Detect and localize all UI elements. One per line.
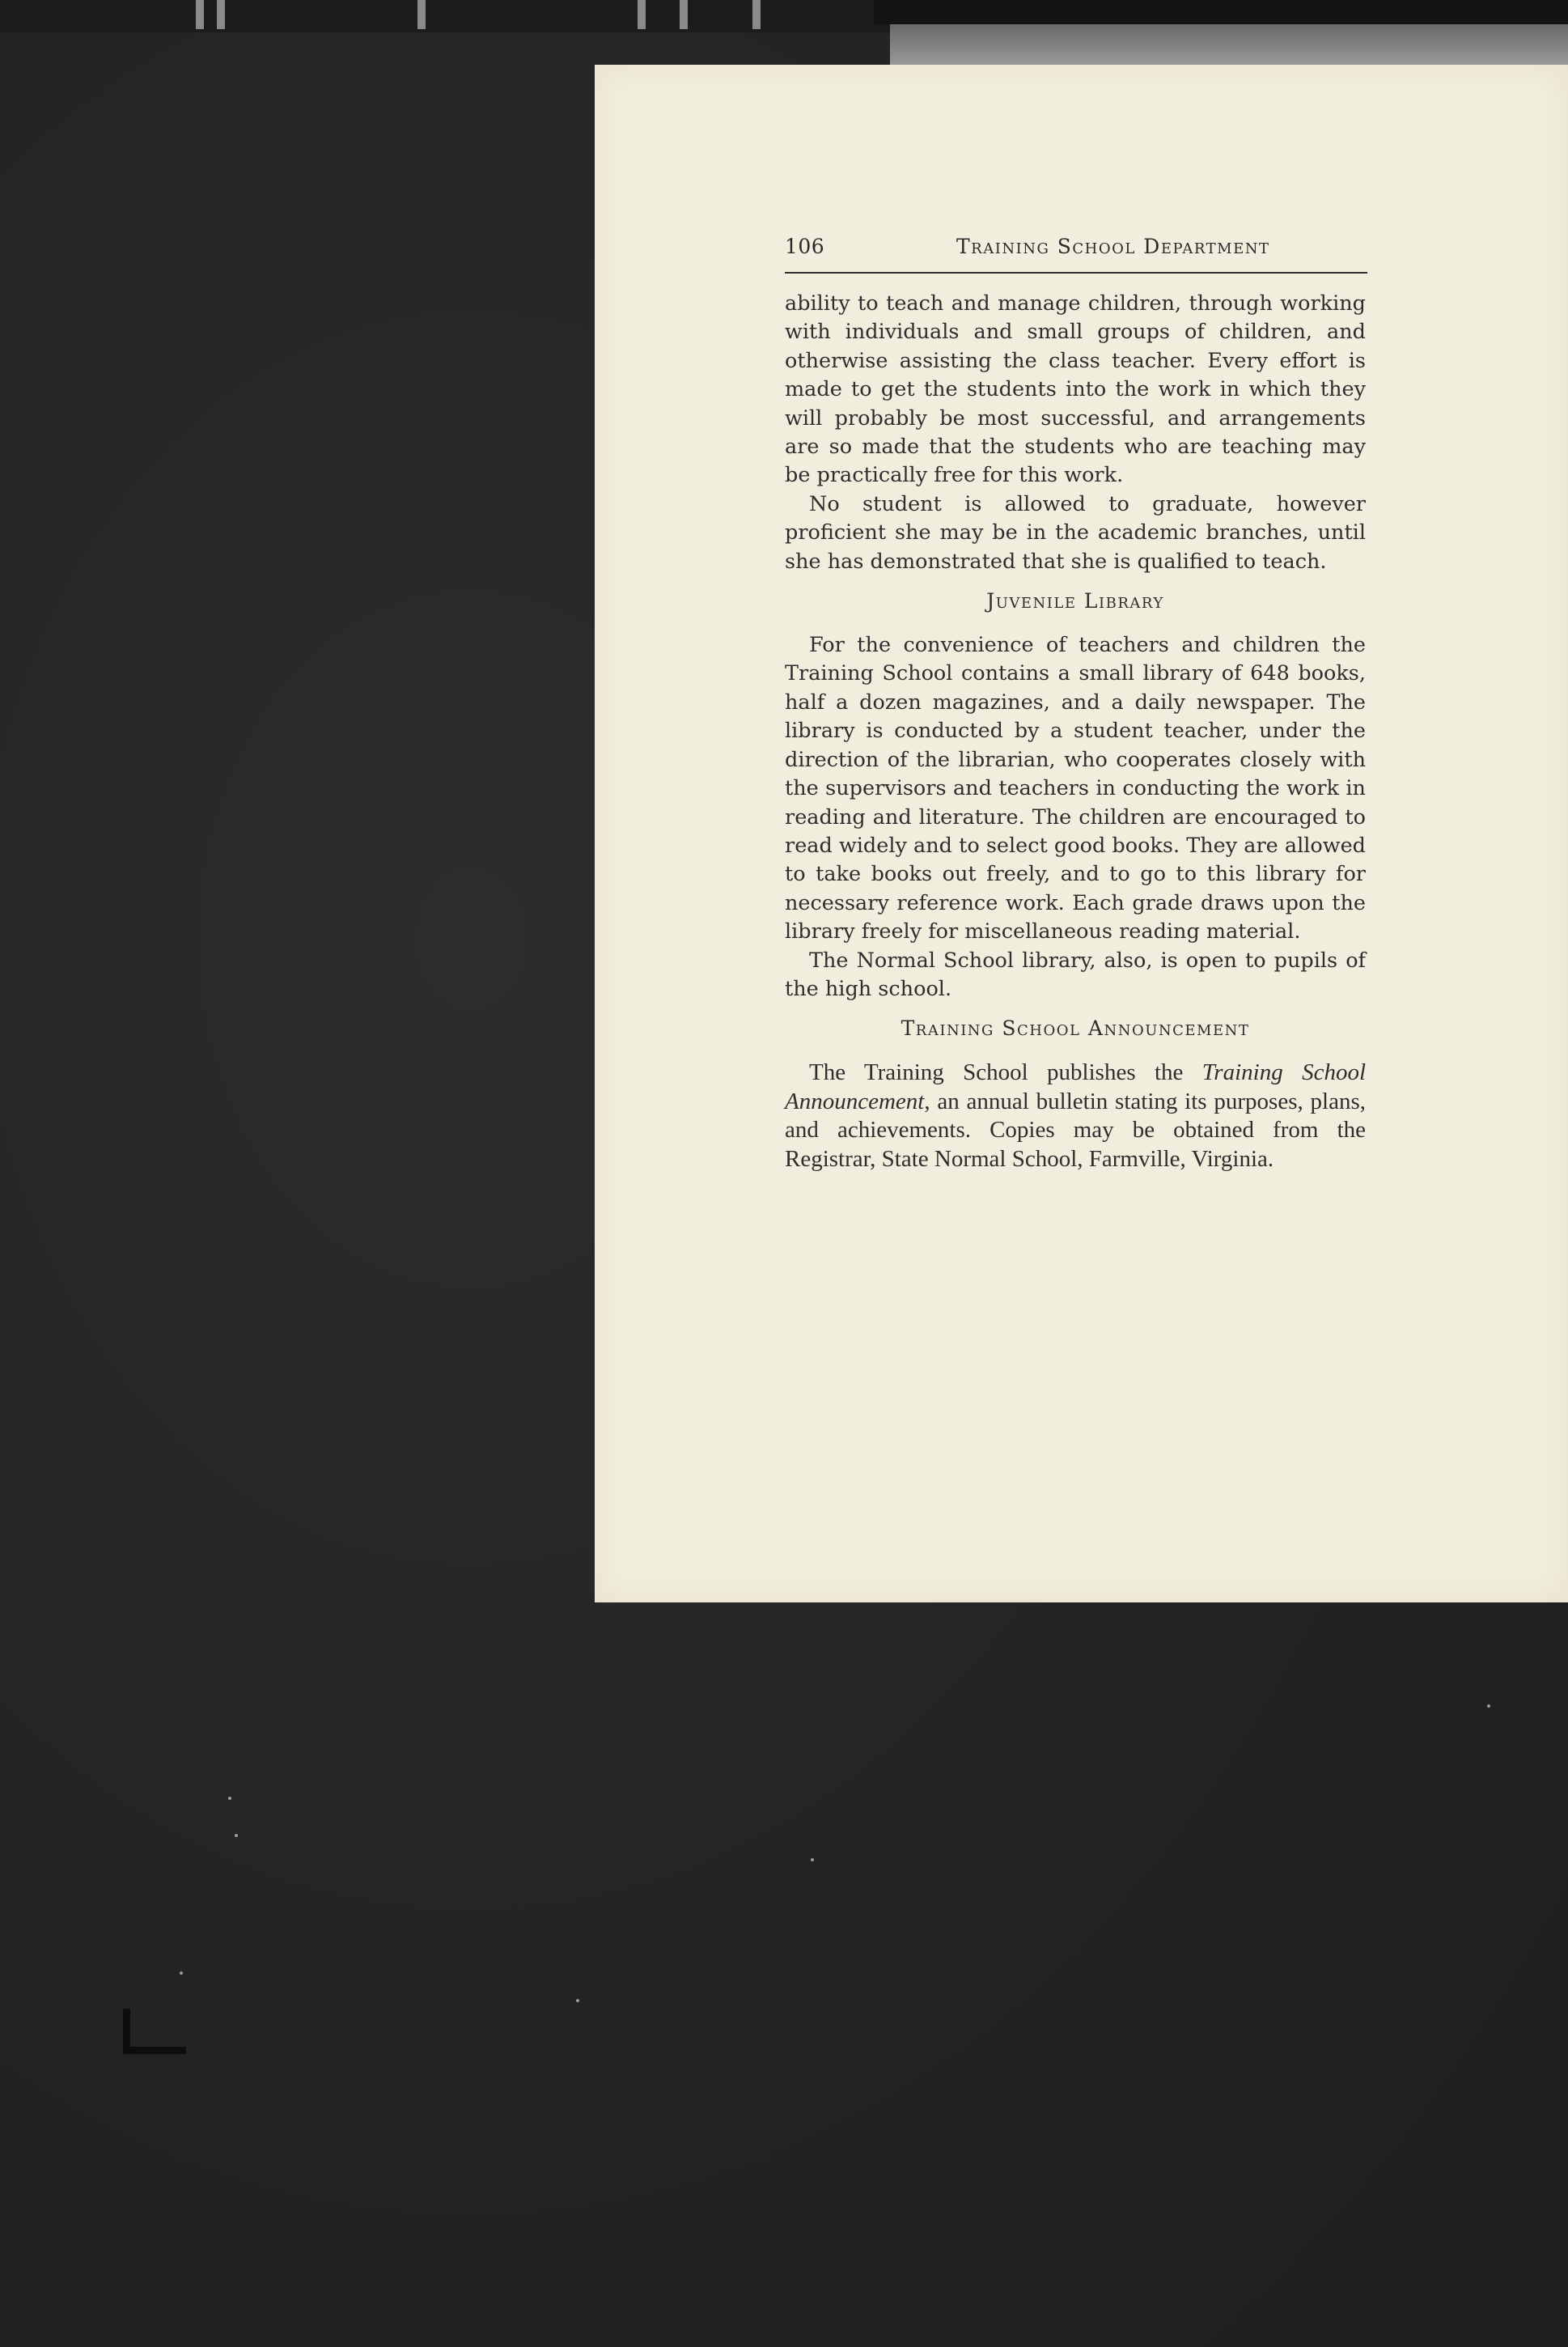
dust-speck <box>235 1834 238 1837</box>
book-page <box>595 65 1568 1602</box>
registration-mark <box>217 0 225 29</box>
section-heading: Training School Announcement <box>901 1016 1250 1041</box>
running-title: Training School Department <box>956 235 1270 258</box>
registration-mark <box>752 0 761 29</box>
page-number: 106 <box>785 235 825 258</box>
registration-mark <box>196 0 204 29</box>
body-paragraph: For the convenience of teachers and children the Training School contains a small library of 648 books, half a dozen magazines, and a daily newspaper. The library is conducted by a student teacher, under the direction of the librarian, who cooperates closely with the supervisors and teachers in conducting the work in reading and literature. The children are encouraged to read widely and to select good books. They are allowed to take books out freely, and to go to this library for necessary reference work. Each grade draws upon the library freely for miscellaneous reading material. <box>785 633 1366 944</box>
body-paragraph <box>785 1059 1366 1174</box>
page-top-shadow <box>890 24 1568 66</box>
body-paragraph: The Normal School library, also, is open to pupils of the high school. <box>785 948 1366 1001</box>
page-body <box>785 290 1366 1174</box>
crop-corner-mark <box>123 2009 186 2054</box>
body-paragraph: ability to teach and manage children, through working with individuals and small groups of children, and otherwise assisting the class teacher. Every effort is made to get the students into the work in which they will probably be most successful, and arrangements are so made that the students who are teaching may be practically free for this work. <box>785 291 1366 488</box>
dust-speck <box>811 1858 814 1861</box>
paragraph-text: , an annual bulletin stating its purposes, plans, and achievements. Copies may be obtained from the Registrar, State Normal School, Farmville, Virginia. <box>785 1088 1366 1172</box>
section-heading: Juvenile Library <box>986 589 1164 613</box>
book-cover-edge <box>874 0 1568 24</box>
registration-mark <box>680 0 688 29</box>
paragraph-text: The Training School publishes the <box>809 1059 1202 1086</box>
dust-speck <box>576 1999 579 2002</box>
dust-speck <box>228 1797 231 1800</box>
dust-speck <box>180 1971 183 1975</box>
registration-mark <box>417 0 426 29</box>
running-head-rule <box>785 230 1367 274</box>
publication-title: Training School Announcement <box>785 1059 1367 1114</box>
dust-speck <box>1487 1704 1490 1708</box>
body-paragraph: No student is allowed to graduate, however proficient she may be in the academic branches, until she has demonstrated that she is qualified to teach. <box>785 491 1366 574</box>
registration-mark <box>638 0 646 29</box>
